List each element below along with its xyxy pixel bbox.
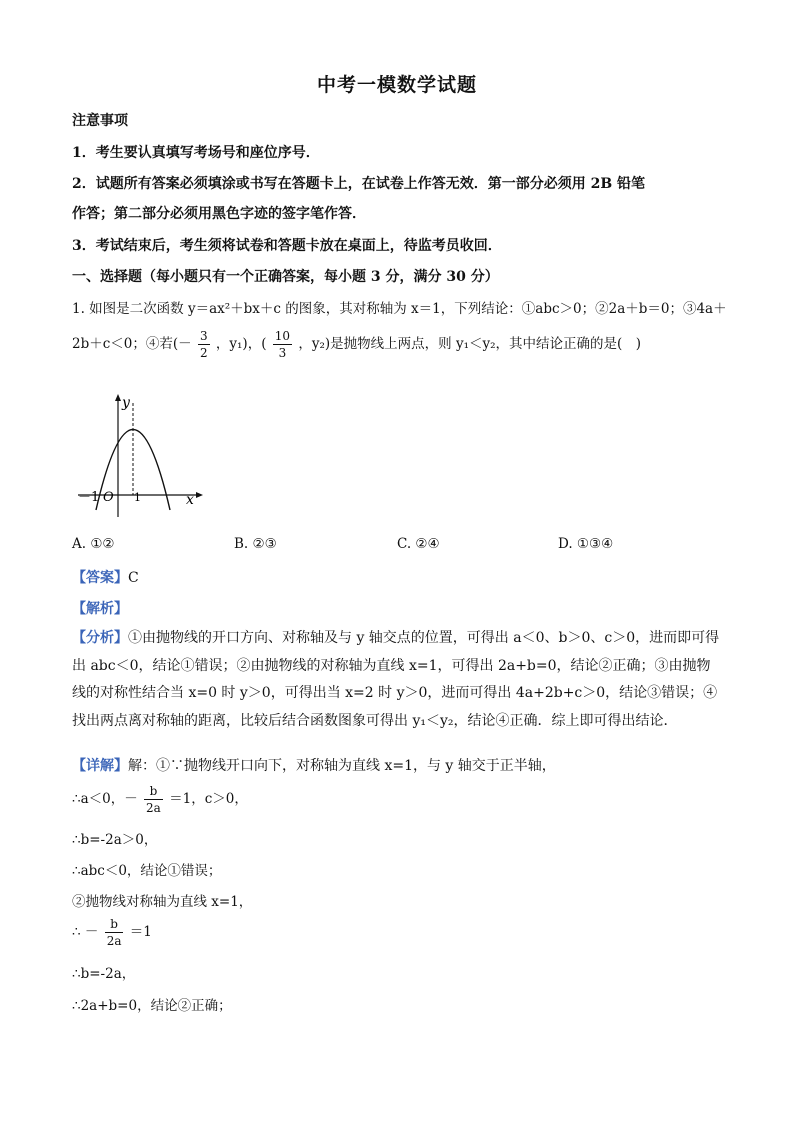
fraction-numerator: 10 [274, 329, 291, 343]
fraction-denominator: 2a [146, 801, 161, 815]
fraction-numerator: 3 [199, 329, 208, 343]
fraction-numerator: b [149, 784, 158, 798]
fraction-bar [144, 799, 163, 800]
detail-line-8: ∴2a+b=0，结论②正确； [72, 998, 232, 1014]
analysis-tag: 【解析】 [72, 601, 128, 617]
y-axis-arrow [115, 394, 121, 401]
detail-line-4: ∴abc＜0，结论①错误； [72, 863, 222, 879]
notice-heading: 注意事项 [72, 113, 128, 129]
analysis-sub-tag: 【分析】 [72, 630, 128, 646]
fraction-b-over-2a [144, 785, 163, 814]
y-axis-label: y [122, 395, 130, 411]
notice-item-2: 2．试题所有答案必须填涂或书写在答题卡上，在试卷上作答无效．第一部分必须用 2B 铅笔 [72, 176, 646, 192]
answer-value: C [128, 570, 139, 586]
detail-text-2a: ∴a＜0，－ [72, 791, 138, 807]
question-text-c: ，y₂)是抛物线上两点，则 y₁＜y₂，其中结论正确的是( ) [298, 336, 642, 352]
question-line-1: 1. 如图是二次函数 y＝ax²＋bx＋c 的图象，其对称轴为 x＝1，下列结论：①abc＞0；②2a＋b＝0；③4a＋ [72, 301, 727, 317]
notice-item-1: 1．考生要认真填写考场号和座位序号． [72, 145, 320, 161]
x-axis-label: x [186, 492, 194, 508]
fraction-bar [198, 344, 210, 345]
neg-one-label: －1 [78, 490, 100, 505]
detail-line-7: ∴b=-2a， [72, 966, 136, 982]
parabola-graph [70, 393, 210, 521]
option-d[interactable]: D. ①③④ [558, 536, 614, 552]
answer-tag: 【答案】 [72, 570, 128, 586]
option-c[interactable]: C. ②④ [397, 536, 440, 552]
page-title: 中考一模数学试题 [316, 74, 477, 96]
detail-line-2 [72, 785, 248, 814]
fraction-denominator: 2 [199, 346, 208, 360]
detail-text-2b: ＝1，c＞0， [169, 791, 248, 807]
detail-line-3: ∴b=-2a＞0， [72, 832, 158, 848]
analysis-heading [72, 598, 128, 618]
origin-label: O [103, 490, 114, 505]
notice-item-2-cont: 作答；第二部分必须用黑色字迹的签字笔作答． [72, 206, 366, 222]
fraction-denominator: 3 [278, 346, 287, 360]
option-a[interactable]: A. ①② [72, 536, 115, 552]
fraction-numerator: b [110, 917, 118, 931]
option-b[interactable]: B. ②③ [234, 536, 277, 552]
one-label: 1 [134, 491, 141, 504]
notice-item-3: 3．考试结束后，考生须将试卷和答题卡放在桌面上，待监考员收回． [72, 238, 502, 254]
question-line-2 [72, 330, 641, 359]
fraction-bar [273, 344, 292, 345]
fraction-three-halves [198, 330, 210, 359]
detail-line-6 [72, 918, 152, 947]
question-text-a: 2b＋c＜0；④若(－ [72, 336, 192, 352]
fraction-bar [105, 932, 124, 933]
detail-tag: 【详解】 [72, 758, 128, 774]
x-axis-arrow [196, 492, 203, 498]
detail-text-6b: ＝1 [129, 924, 152, 940]
detail-line-1 [72, 755, 556, 775]
detail-text-6a: ∴ － [72, 924, 99, 940]
detail-line-5: ②抛物线对称轴为直线 x=1， [72, 894, 253, 910]
analysis-paragraph [72, 625, 720, 735]
fraction-denominator: 2a [106, 934, 122, 948]
question-text-b: ，y₁)，( [215, 336, 267, 352]
answer-line [72, 567, 139, 587]
detail-text-1: 解：①∵抛物线开口向下，对称轴为直线 x=1，与 y 轴交于正半轴， [128, 758, 556, 774]
fraction-ten-thirds [273, 330, 292, 359]
analysis-text: ①由抛物线的开口方向、对称轴及与 y 轴交点的位置，可得出 a＜0、b＞0、c＞0，进而即可得出 abc＜0，结论①错误；②由抛物线的对称轴为直线 x=1，可得出 2a+b=0，结论②正确；③由抛物线的对称性结合当 x=0 时 y＞0，可得出当 x=2 时 y＞0，进而可得出 4a+2b+c＞0，结论③错误；④找出两点离对称轴的距离，比较后结合函数图象可得出 y₁＜y₂，结论④正确．综上即可得出结论． [72, 630, 720, 729]
fraction-b-over-2a [105, 918, 124, 947]
section-heading: 一、选择题（每小题只有一个正确答案，每小题 3 分，满分 30 分） [72, 269, 499, 285]
